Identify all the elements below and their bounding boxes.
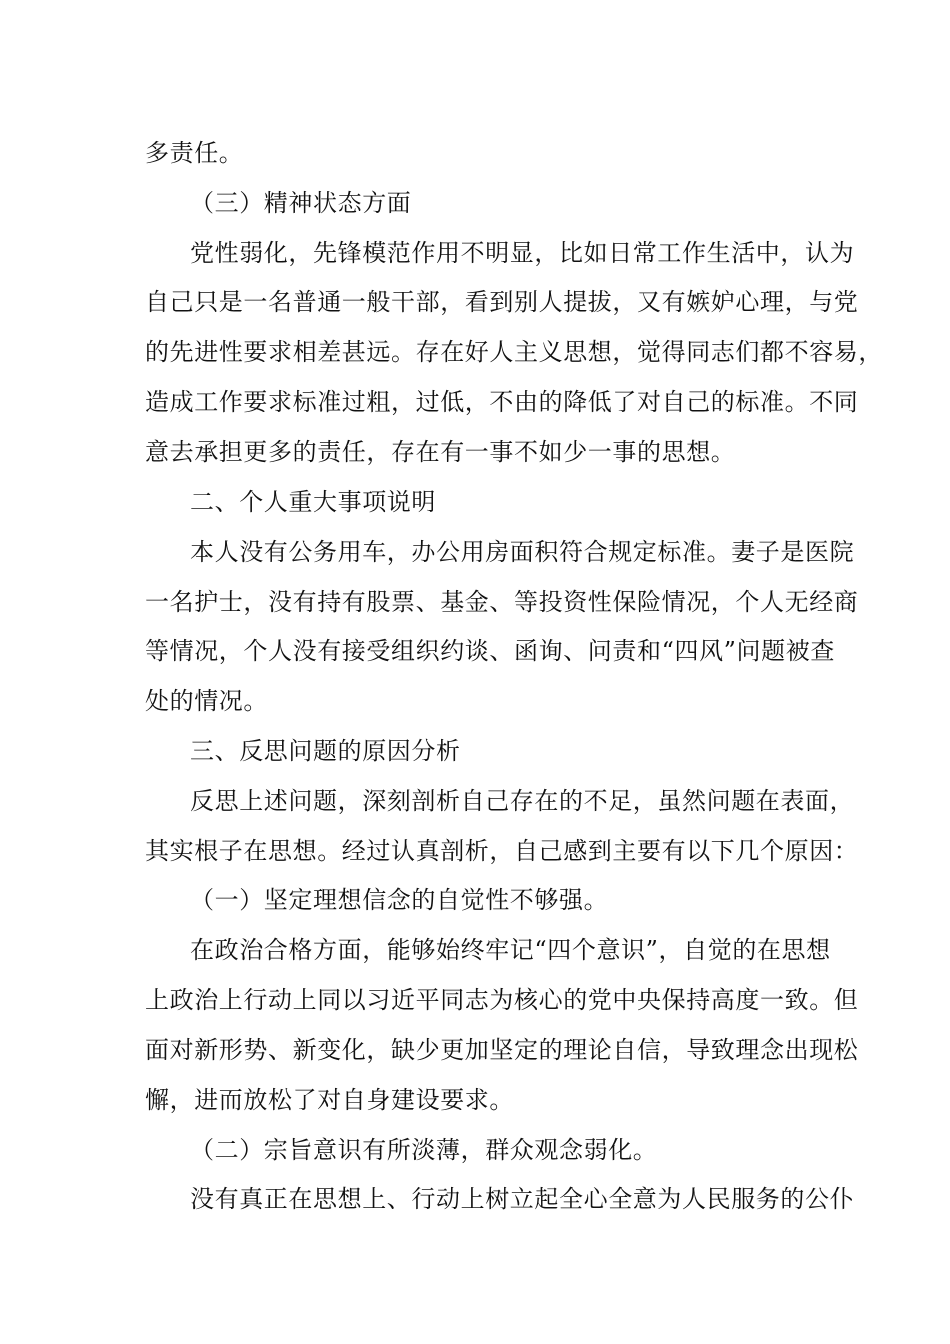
paragraph-line: 等情况，个人没有接受组织约谈、函询、问责和“四风”问题被查 bbox=[145, 637, 835, 665]
section-heading: （一）坚定理想信念的自觉性不够强。 bbox=[190, 886, 609, 914]
section-heading: 二、个人重大事项说明 bbox=[190, 488, 436, 516]
paragraph-line: 懈，进而放松了对自身建设要求。 bbox=[145, 1086, 514, 1114]
section-heading: 三、反思问题的原因分析 bbox=[190, 737, 461, 765]
paragraph-line: 造成工作要求标准过粗，过低，不由的降低了对自己的标准。不同 bbox=[145, 388, 859, 416]
paragraph-line: 处的情况。 bbox=[145, 687, 268, 715]
paragraph-line: 党性弱化，先锋模范作用不明显，比如日常工作生活中，认为 bbox=[190, 239, 855, 267]
paragraph-line: 一名护士，没有持有股票、基金、等投资性保险情况，个人无经商 bbox=[145, 588, 859, 616]
paragraph-line: 面对新形势、新变化，缺少更加坚定的理论自信，导致理念出现松 bbox=[145, 1036, 859, 1064]
paragraph-line: 意去承担更多的责任，存在有一事不如少一事的思想。 bbox=[145, 438, 736, 466]
section-heading: （二）宗旨意识有所淡薄，群众观念弱化。 bbox=[190, 1136, 658, 1164]
paragraph-line: 的先进性要求相差甚远。存在好人主义思想，觉得同志们都不容易， bbox=[145, 338, 883, 366]
paragraph-line: 其实根子在思想。经过认真剖析，自己感到主要有以下几个原因： bbox=[145, 837, 859, 865]
paragraph-line: 多责任。 bbox=[145, 139, 244, 167]
paragraph-line: 在政治合格方面，能够始终牢记“四个意识”，自觉的在思想 bbox=[190, 936, 831, 964]
section-heading: （三）精神状态方面 bbox=[190, 189, 412, 217]
paragraph-line: 本人没有公务用车，办公用房面积符合规定标准。妻子是医院 bbox=[190, 538, 855, 566]
paragraph-line: 没有真正在思想上、行动上树立起全心全意为人民服务的公仆 bbox=[190, 1185, 855, 1213]
paragraph-line: 上政治上行动上同以习近平同志为核心的党中央保持高度一致。但 bbox=[145, 986, 859, 1014]
paragraph-line: 自己只是一名普通一般干部，看到别人提拔，又有嫉妒心理，与党 bbox=[145, 288, 859, 316]
paragraph-line: 反思上述问题，深刻剖析自己存在的不足，虽然问题在表面， bbox=[190, 787, 855, 815]
